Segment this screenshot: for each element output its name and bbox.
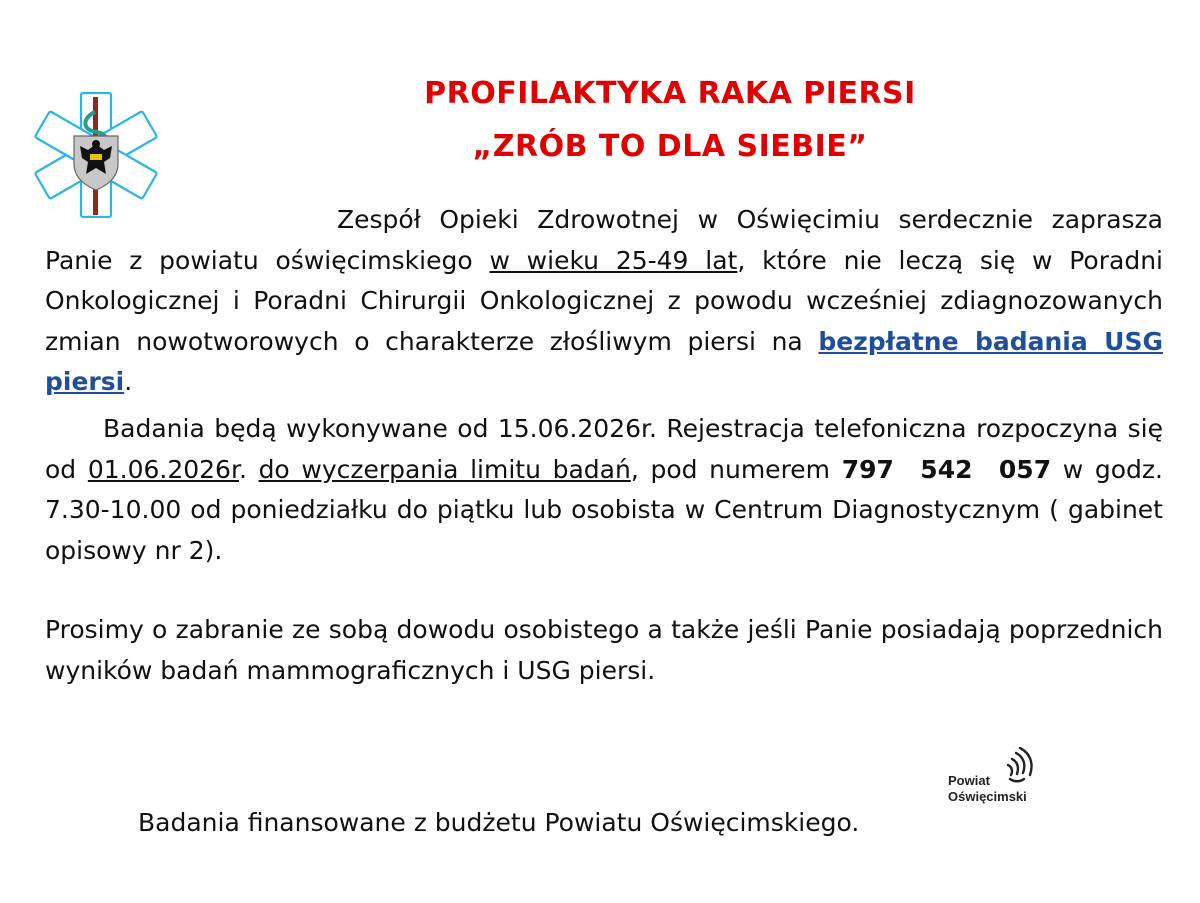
invitation-text-2: , które nie leczą się w Poradni Onkologicznej i Poradni Chirurgii Onkologicznej z powodu wcześniej zdiagnozowanych zmian nowotworowych o charakterze złośliwym piersi na	[45, 245, 1163, 356]
registration-text-4: w godz. 7.30-10.00 od poniedziałku do piątku lub osobista w Centrum Diagnostycznym ( gabinet opisowy nr 2).	[45, 454, 1163, 565]
phone-number[interactable]: 797 542 057	[841, 454, 1052, 484]
invitation-text: Zespół Opieki Zdrowotnej w Oświęcimiu serdecznie zaprasza Panie z powiatu oświęcimskiego	[45, 205, 1163, 275]
title-line-2: „ZRÓB TO DLA SIEBIE”	[472, 129, 868, 164]
free-usg-link[interactable]: bezpłatne badania USG piersi	[45, 326, 1163, 396]
documents-paragraph: Prosimy o zabranie ze sobą dowodu osobistego a także jeśli Panie posiadają poprzednich wyników badań mammograficznych i USG piersi.	[45, 615, 1163, 685]
powiat-logo-line-2: Oświęcimski	[948, 789, 1027, 804]
registration-text: Badania będą wykonywane od 15.06.2026r. Rejestracja telefoniczna rozpoczyna się od	[45, 414, 1163, 484]
invitation-end: .	[124, 367, 133, 396]
limit-note: do wyczerpania limitu badań	[258, 454, 631, 484]
registration-text-3: , pod numerem	[630, 454, 842, 484]
registration-paragraph	[45, 409, 1163, 571]
age-range: w wieku 25-49 lat	[489, 245, 738, 275]
funding-footer: Badania finansowane z budżetu Powiatu Oświęcimskiego.	[138, 808, 860, 837]
invitation-paragraph	[45, 200, 1163, 403]
powiat-logo-line-1: Powiat	[948, 773, 990, 788]
powiat-oswiecimski-logo	[948, 745, 1048, 809]
registration-text-2: .	[238, 454, 259, 484]
title-line-1: PROFILAKTYKA RAKA PIERSI	[424, 76, 916, 111]
registration-start-date: 01.06.2026r	[87, 454, 239, 484]
